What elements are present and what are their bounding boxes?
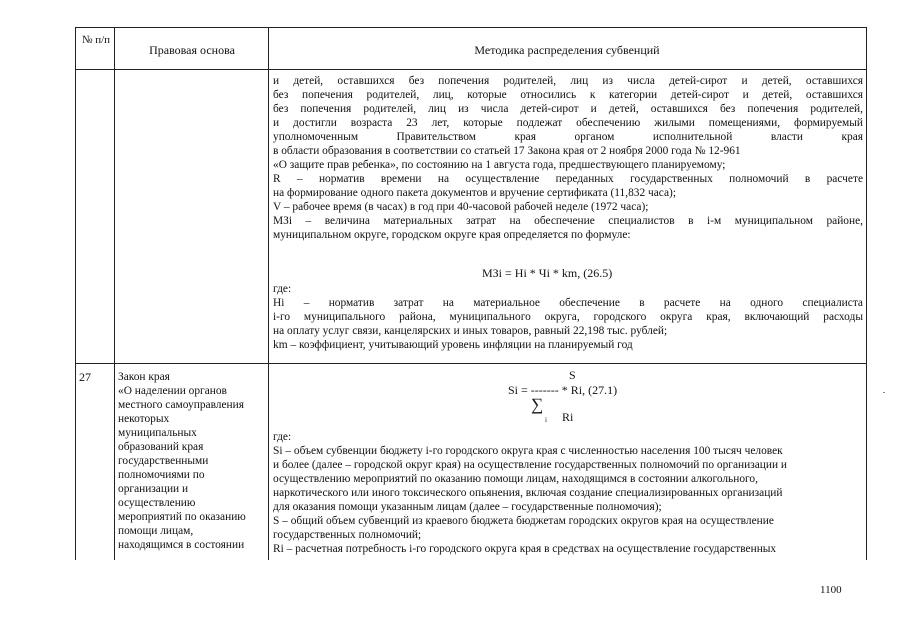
row-number: 27 [79,370,91,384]
formula-27-1: Si = ------- * Ri, (27.1) [508,383,618,397]
text-line: Ri – расчетная потребность i-го городского округа края в средствах на осуществление государственных [273,543,777,555]
law-line: местного самоуправления [118,399,244,411]
text-line: «О защите прав ребенка», по состоянию на 1 августа года, предшествующего планируемому; [273,159,726,171]
header-methodology: Методика распределения субвенций [474,43,660,57]
table-right-border [866,27,867,560]
scan-speck [883,392,885,393]
text-line: для оказания помощи указанным лицам (далее – государственные полномочия); [273,501,662,513]
law-line: осуществлению [118,497,196,509]
text-line: R – норматив времени на осуществление переданных государственных полномочий в расчете [273,173,863,185]
text-line: без попечения родителей, лиц, которые относились к категории детей-сирот и детей, оставшихся [273,89,863,101]
text-line: где: [273,431,292,443]
header-number: № п/п [81,34,111,46]
methodology-definitions [273,282,863,352]
sigma-symbol: ∑ [531,395,544,414]
text-line: без попечения родителей, лиц из числа детей-сирот и детей, оставшихся без попечения родителей, [273,103,863,115]
text-line: государственных полномочий; [273,529,422,541]
law-line: образований края [118,441,204,453]
row-divider [75,363,867,364]
column-divider-1 [114,27,115,560]
text-line: Нi – норматив затрат на материальное обеспечение в расчете на одного специалиста [273,297,863,309]
methodology-continued [273,74,863,242]
text-line: на формирование одного пакета документов и вручение сертификата (11,832 часа); [273,187,677,199]
text-line: осуществлению мероприятий по оказанию помощи лицам, находящимся в состоянии алкогольного, [273,473,758,485]
law-line: организации и [118,483,189,495]
table-left-border [75,27,76,560]
methodology-row-27 [273,430,863,556]
text-line: S – общий объем субвенций из краевого бюджета бюджетам городских округов края на осуществление [273,515,774,527]
header-bottom-border [75,69,867,70]
text-line: МЗi – величина материальных затрат на обеспечение специалистов в i-м муниципальном районе, [273,215,863,227]
text-line: наркотического или иного токсического опьянения, включая создание специализированных организаций [273,487,783,499]
formula-27-1-denominator: Ri [562,410,574,424]
formula-26-5: МЗi = Нi * Чi * km, (26.5) [482,266,613,280]
sigma-subscript: i [545,416,547,424]
text-line: в области образования в соответствии со статьей 17 Закона края от 2 ноября 2000 года № 12-961 [273,145,741,157]
text-line: и детей, оставшихся без попечения родителей, лиц из числа детей-сирот и детей, оставшихся [273,75,863,87]
page-number: 1100 [820,584,842,596]
text-line: и достигли возраста 23 лет, которые подлежат обеспечению жилыми помещениями, формируемый [273,117,863,129]
text-line: уполномоченным Правительством края органом исполнительной власти края [273,131,863,143]
text-line: на оплату услуг связи, канцелярских и иных товаров, равный 22,198 тыс. рублей; [273,325,668,337]
law-line: муниципальных [118,427,197,439]
law-line: мероприятий по оказанию [118,511,246,523]
header-legal-basis: Правовая основа [149,43,235,57]
legal-basis-text [118,370,266,552]
text-line: km – коэффициент, учитывающий уровень инфляции на планируемый год [273,339,633,351]
formula-27-1-numerator: S [569,368,576,382]
column-divider-2 [268,27,269,560]
text-line: i-го муниципального района, муниципального округа, городского округа края, включающий расходы [273,311,863,323]
text-line: Si – объем субвенции бюджету i-го городского округа края с численностью населения 100 тысяч человек [273,445,783,457]
text-line: и более (далее – городской округ края) на осуществление государственных полномочий по организации и [273,459,787,471]
text-line: муниципальном округе, городском округе края определяется по формуле: [273,229,631,241]
text-line: V – рабочее время (в часах) в год при 40-часовой рабочей неделе (1972 часа); [273,201,649,213]
law-line: некоторых [118,413,170,425]
law-line: находящимся в состоянии [118,539,245,551]
law-line: полномочиями по [118,469,205,481]
text-line: где: [273,283,292,295]
table-top-border [75,27,867,28]
law-line: Закон края [118,371,170,383]
law-line: «О наделении органов [118,385,227,397]
law-line: государственными [118,455,209,467]
law-line: помощи лицам, [118,525,194,537]
